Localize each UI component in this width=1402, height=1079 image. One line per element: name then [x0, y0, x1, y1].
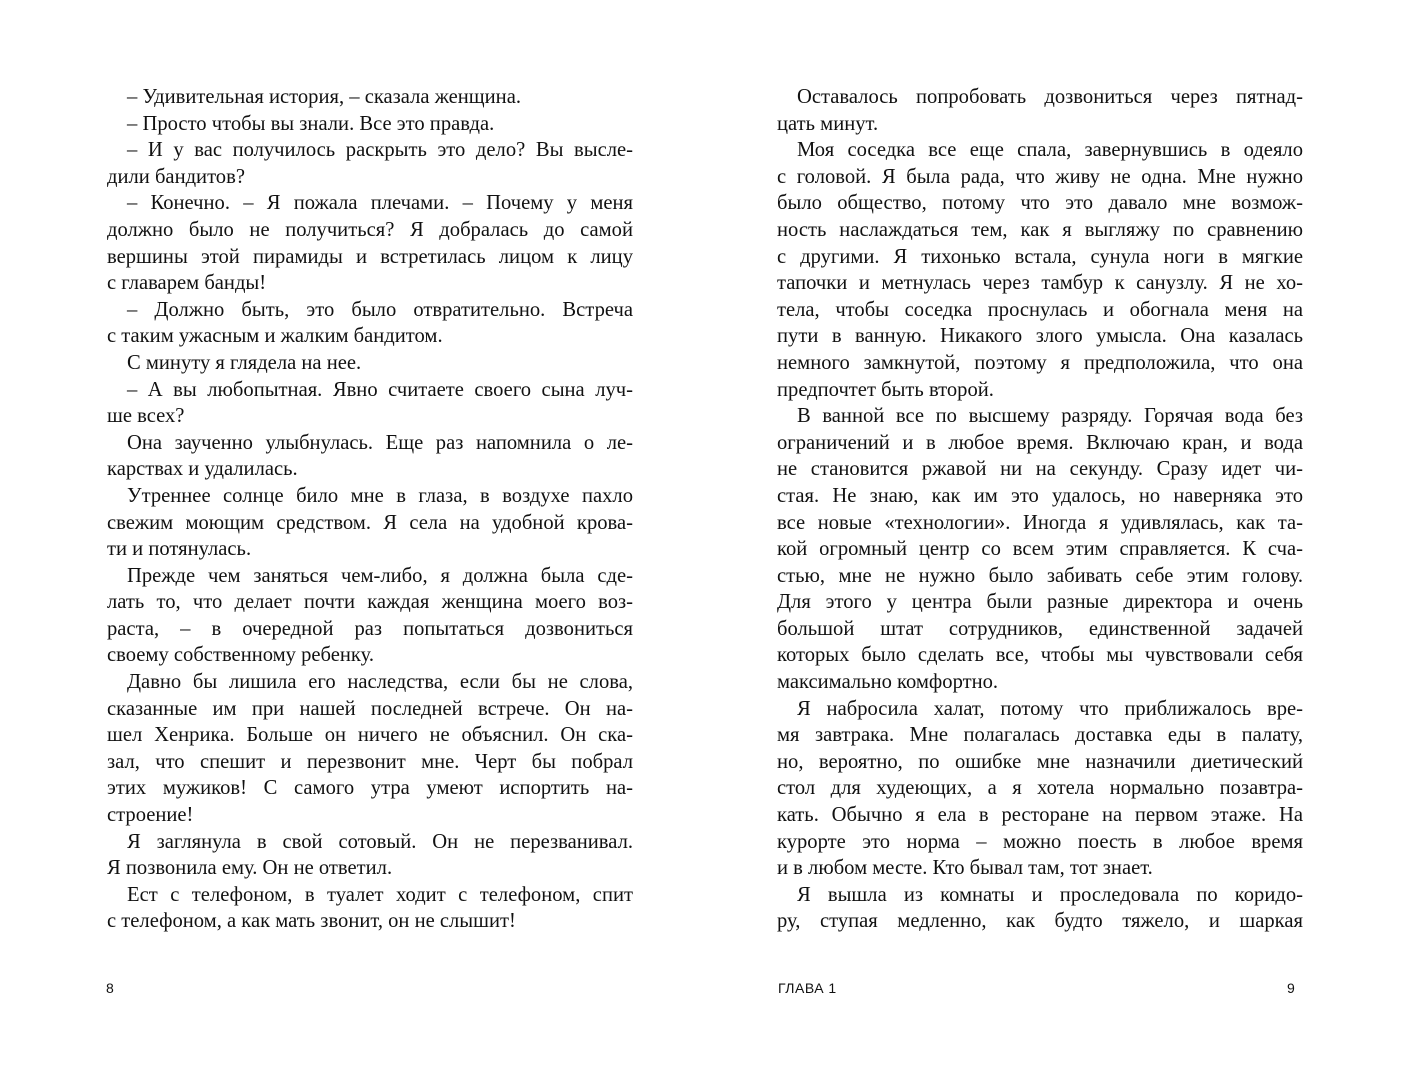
text-line: ру, ступая медленно, как будто тяжело, и шаркая	[777, 910, 1303, 933]
text-line: и в любом месте. Кто бывал там, тот знает.	[777, 857, 1153, 880]
text-line: было общество, потому что это давало мне возмож-	[777, 192, 1303, 215]
text-line: с телефоном, а как мать звонит, он не слышит!	[107, 910, 516, 933]
text-line: своему собственному ребенку.	[107, 644, 375, 667]
text-line: Я заглянула в свой сотовый. Он не перезванивал.	[127, 830, 633, 853]
page-number-left: 8	[106, 980, 114, 996]
text-line: зал, что спешит и перезвонит мне. Черт бы побрал	[107, 750, 633, 773]
text-line: курорте это норма – можно поесть в любое время	[777, 830, 1303, 853]
text-line: – Должно быть, это было отвратительно. Встреча	[127, 298, 633, 321]
text-line: – И у вас получилось раскрыть это дело? Вы высле-	[127, 139, 633, 162]
text-line: ность наслаждаться тем, как я выгляжу по сравнению	[777, 218, 1303, 241]
text-line: ограничений и в любое время. Включаю кран, и вода	[777, 431, 1303, 454]
text-line: все новые «технологии». Иногда я удивлялась, как та-	[777, 511, 1303, 534]
text-line: Для этого у центра были разные директора и очень	[777, 591, 1303, 614]
text-line: мя завтрака. Мне полагалась доставка еды в палату,	[777, 724, 1303, 747]
text-line: строение!	[107, 804, 194, 827]
text-line: вершины этой пирамиды и встретилась лицом к лицу	[107, 245, 633, 268]
text-line: цать минут.	[777, 112, 879, 135]
text-line: с главарем банды!	[107, 272, 267, 295]
page-number-right: 9	[1287, 980, 1295, 996]
text-line: Моя соседка все еще спала, завернувшись в одеяло	[797, 139, 1303, 162]
left-page-text	[107, 84, 633, 935]
text-line: этих мужиков! С самого утра умеют испортить на-	[107, 777, 633, 800]
text-line: но, вероятно, по ошибке мне назначили диетический	[777, 750, 1303, 773]
text-line: максимально комфортно.	[777, 671, 999, 694]
text-line: Утреннее солнце било мне в глаза, в воздухе пахло	[127, 484, 633, 507]
text-line: большой штат сотрудников, единственной задачей	[777, 617, 1303, 640]
text-line: – А вы любопытная. Явно считаете своего сына луч-	[127, 378, 633, 401]
text-line: лать то, что делает почти каждая женщина моего воз-	[107, 591, 633, 614]
text-line: предпочтет быть второй.	[777, 378, 994, 401]
text-line: кать. Обычно я ела в ресторане на первом этаже. На	[777, 804, 1303, 827]
text-line: ти и потянулась.	[107, 538, 252, 561]
text-line: шел Хенрика. Больше он ничего не объяснил. Он ска-	[107, 724, 633, 747]
text-line: с другими. Я тихонько встала, сунула ноги в мягкие	[777, 245, 1303, 268]
text-line: кой огромный центр со всем этим справляется. К сча-	[777, 538, 1303, 561]
text-line: сказанные им при нашей последней встрече. Он на-	[107, 697, 633, 720]
text-line: раста, – в очередной раз попытаться дозвониться	[107, 617, 633, 640]
text-line: которых было сделать все, чтобы мы чувствовали себя	[777, 644, 1303, 667]
text-line: Прежде чем заняться чем-либо, я должна была сде-	[127, 564, 633, 587]
text-line: – Просто чтобы вы знали. Все это правда.	[127, 112, 495, 135]
text-line: с таким ужасным и жалким бандитом.	[107, 325, 443, 348]
text-line: Она заученно улыбнулась. Еще раз напомнила о ле-	[127, 431, 633, 454]
running-head: ГЛАВА 1	[778, 980, 837, 996]
text-line: ше всех?	[107, 405, 185, 428]
text-line: тела, чтобы соседка проснулась и обогнала меня на	[777, 298, 1303, 321]
text-line: Я набросила халат, потому что приближалось вре-	[797, 697, 1303, 720]
text-line: Я позвонила ему. Он не ответил.	[107, 857, 393, 880]
text-line: стью, мне не нужно было забивать себе этим голову.	[777, 564, 1303, 587]
text-line: Оставалось попробовать дозвониться через пятнад-	[797, 86, 1303, 108]
text-line: дили бандитов?	[107, 165, 245, 188]
text-line: – Удивительная история, – сказала женщина.	[127, 86, 521, 108]
text-line: Ест с телефоном, в туалет ходит с телефоном, спит	[127, 883, 633, 906]
text-line: стая. Не знаю, как им это удалось, но наверняка это	[777, 484, 1303, 507]
right-page-text	[777, 84, 1303, 935]
text-line: не становится ржавой ни на секунду. Сразу идет чи-	[777, 458, 1303, 481]
text-line: немного замкнутой, поэтому я предположила, что она	[777, 351, 1303, 374]
text-line: должно было не получиться? Я добралась до самой	[107, 218, 633, 241]
text-line: свежим моющим средством. Я села на удобной крова-	[107, 511, 633, 534]
text-line: стол для худеющих, а я хотела нормально позавтра-	[777, 777, 1303, 800]
right-page	[701, 0, 1402, 1079]
text-line: пути в ванную. Никакого злого умысла. Она казалась	[777, 325, 1303, 348]
text-line: С минуту я глядела на нее.	[127, 351, 362, 374]
text-line: тапочки и метнулась через тамбур к санузлу. Я не хо-	[777, 272, 1303, 295]
text-line: – Конечно. – Я пожала плечами. – Почему у меня	[127, 192, 633, 215]
text-line: Я вышла из комнаты и проследовала по коридо-	[797, 883, 1303, 906]
text-line: с головой. Я была рада, что живу не одна. Мне нужно	[777, 165, 1303, 188]
text-line: карствах и удалилась.	[107, 458, 298, 481]
text-line: В ванной все по высшему разряду. Горячая вода без	[797, 405, 1303, 428]
text-line: Давно бы лишила его наследства, если бы не слова,	[127, 671, 633, 694]
